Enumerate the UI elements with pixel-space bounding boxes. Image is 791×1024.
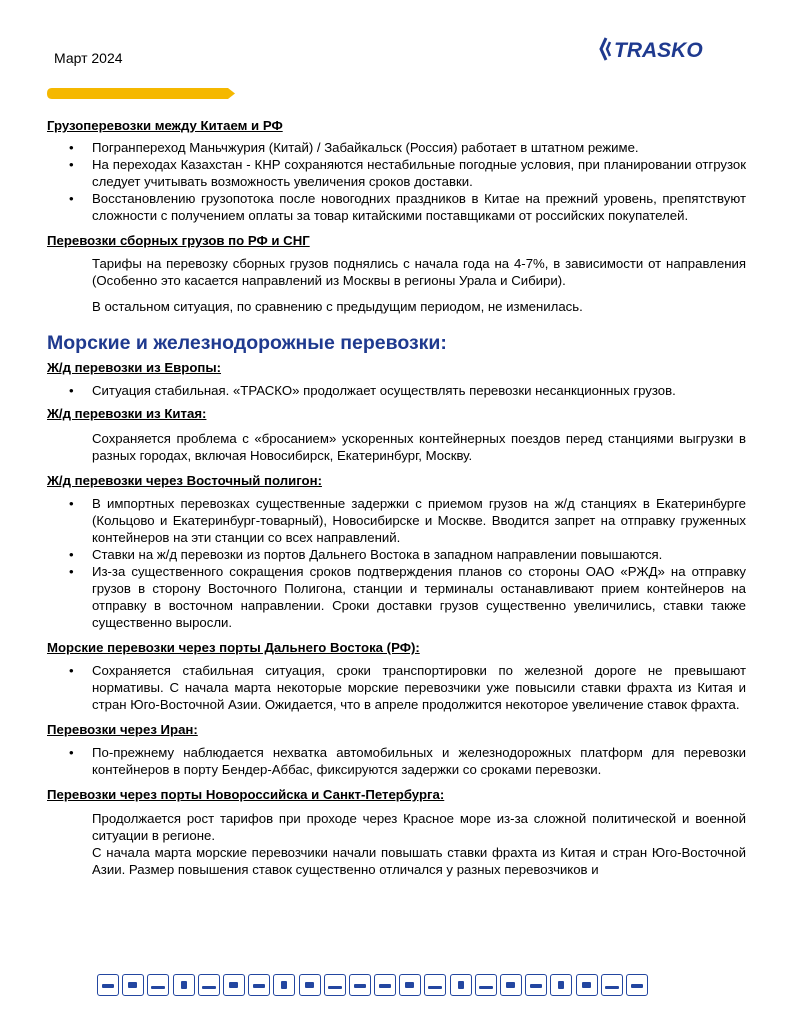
paragraph: Сохраняется проблема с «бросанием» ускоренных контейнерных поездов перед станциями выгрузки в разных городах, включая Новосибирск, Екатеринбург, Москву.: [92, 431, 746, 463]
warehouse-icon: [223, 974, 245, 996]
crane-icon: [273, 974, 295, 996]
logo-bracket-icon: [601, 38, 606, 60]
section-title-novo-spb: Перевозки через порты Новороссийска и Санкт-Петербурга:: [47, 787, 445, 802]
list-item: • Ставки на ж/д перевозки из портов Дальнего Востока в западном направлении повышаются.: [47, 546, 746, 563]
ship-icon: [147, 974, 169, 996]
ship-icon: [424, 974, 446, 996]
list-item: • Сохраняется стабильная ситуация, сроки транспортировки по железной дороге не превышают нормативы. С начала марта некоторые морские перевозчики уже повысили ставки фрахта из Китая и стран Юго-Восточной Азии. Ожидается, что в апреле продолжится некоторое увеличение ставок фрахта.: [47, 662, 746, 713]
paragraph: Продолжается рост тарифов при проходе через Красное море из-за сложной политической и военной ситуации в регионе.: [92, 811, 746, 843]
list-item: • Ситуация стабильная. «ТРАСКО» продолжает осуществлять перевозки несанкционных грузов.: [47, 382, 746, 399]
section-heading-sea-rail: Морские и железнодорожные перевозки:: [47, 332, 447, 354]
section-title-rail-china: Ж/д перевозки из Китая:: [47, 406, 207, 421]
accent-bar: [47, 88, 235, 99]
footer-icon-strip: [97, 974, 648, 998]
plane-icon: [399, 974, 421, 996]
container-icon: [450, 974, 472, 996]
trasko-logo: [598, 36, 734, 62]
plane-icon: [122, 974, 144, 996]
list-item: • Погранпереход Маньчжурия (Китай) / Забайкальск (Россия) работает в штатном режиме.: [47, 139, 746, 156]
section-title-sea-far-east: Морские перевозки через порты Дальнего Востока (РФ):: [47, 640, 420, 655]
section-title-china-rf: Грузоперевозки между Китаем и РФ: [47, 118, 283, 133]
customs-icon: [299, 974, 321, 996]
paragraph: Тарифы на перевозку сборных грузов поднялись с начала года на 4-7%, в зависимости от направления (Особенно это касается направлений из Москвы в регионы Урала и Сибири).: [92, 256, 746, 288]
forklift-icon: [601, 974, 623, 996]
list-item: • В импортных перевозках существенные задержки с приемом грузов на ж/д станциях в Екатеринбурге (Кольцово и Екатеринбург-товарный), Новосибирске и Москве. Вводится запрет на отправку груженных контейнеров на эти станции со всех направлений.: [47, 495, 746, 546]
rail-east-list: [47, 495, 746, 631]
section-title-rail-europe: Ж/д перевозки из Европы:: [47, 360, 222, 375]
list-item: • На переходах Казахстан - КНР сохраняются нестабильные погодные условия, при планировании отгрузок следует учитывать возможность увеличения сроков доставки.: [47, 156, 746, 190]
sea-far-east-list: [47, 662, 746, 713]
crane-icon: [550, 974, 572, 996]
container-icon: [173, 974, 195, 996]
warehouse-icon: [500, 974, 522, 996]
truck-icon: [97, 974, 119, 996]
list-item: • Восстановлению грузопотока после новогодних праздников в Китае на прежний уровень, препятствуют сложности с получением оплаты за товар китайскими поставщиками от российских покупателей.: [47, 190, 746, 224]
document-body: [47, 112, 746, 878]
svg-text:TRASKO: TRASKO: [614, 39, 703, 62]
delivery-icon: [349, 974, 371, 996]
section-title-iran: Перевозки через Иран:: [47, 722, 198, 737]
delivery-icon: [626, 974, 648, 996]
paragraph: В остальном ситуация, по сравнению с предыдущим периодом, не изменилась.: [92, 299, 583, 314]
train-icon: [475, 974, 497, 996]
document-date: Март 2024: [54, 50, 123, 66]
truck-icon: [525, 974, 547, 996]
china-rf-list: [47, 139, 746, 224]
customs-icon: [576, 974, 598, 996]
truck-icon: [374, 974, 396, 996]
paragraph: С начала марта морские перевозчики начали повышать ставки фрахта из Китая и стран Юго-Восточной Азии. Размер повышения ставок существенно отличался у разных перевозчиков и: [92, 845, 746, 877]
list-item: • По-прежнему наблюдается нехватка автомобильных и железнодорожных платформ для перевозки контейнеров в порту Бендер-Аббас, фиксируются задержки со сроками перевозки.: [47, 744, 746, 778]
section-title-groupage: Перевозки сборных грузов по РФ и СНГ: [47, 233, 310, 248]
truck-icon: [248, 974, 270, 996]
section-title-rail-east: Ж/д перевозки через Восточный полигон:: [47, 473, 322, 488]
list-item: • Из-за существенного сокращения сроков подтверждения планов со стороны ОАО «РЖД» на отправку грузов в сторону Восточного Полигона, станции и терминалы останавливают прием контейнеров на отправку в восточном направлении. Сроки доставки грузов существенно увеличились, ставки также существенно выросли.: [47, 563, 746, 631]
train-icon: [198, 974, 220, 996]
forklift-icon: [324, 974, 346, 996]
rail-europe-list: [47, 382, 746, 399]
iran-list: [47, 744, 746, 778]
